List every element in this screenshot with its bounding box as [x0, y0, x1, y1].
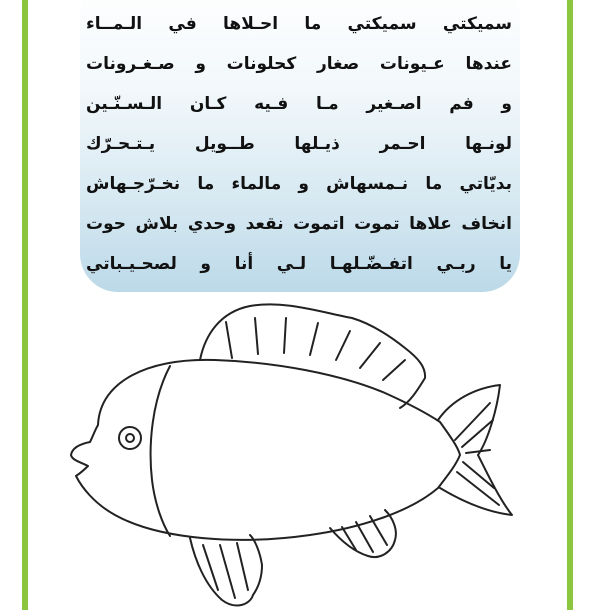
- fish-pelvic-fin: [190, 535, 262, 605]
- fish-gill-line: [151, 366, 170, 536]
- poem-line-5: بديّاتي ما نـمسهاش و مالماء ما نخـرّجـهاش: [86, 174, 512, 194]
- fish-eye-inner: [126, 434, 134, 442]
- fish-dorsal-fin-rays: [226, 318, 405, 380]
- fish-dorsal-fin: [200, 304, 425, 408]
- poem-line-7: يا ربـي اتفـضّـلهـا لـي أنا و لصحـيـباتي: [86, 254, 512, 274]
- poem-line-3: و فم اصـغير مـا فـيه كـان الـسـنّـين: [86, 94, 512, 114]
- fish-tail: [438, 385, 512, 515]
- poem-line-2: عندها عـيونات صغار كحلونات و صـغـرونات: [86, 54, 512, 74]
- fish-eye-outer: [119, 427, 141, 449]
- fish-pelvic-fin-rays: [203, 543, 248, 598]
- poem-line-4: لونـها احـمر ذيـلها طــويل يـتـحـرّك: [86, 134, 512, 154]
- poem-line-1: سميكتي سميكتي ما احـلاها في الـمــاء: [86, 14, 512, 34]
- poem-line-6: انخاف علاها تموت اتموت نقعد وحدي بلاش حوت: [86, 214, 512, 234]
